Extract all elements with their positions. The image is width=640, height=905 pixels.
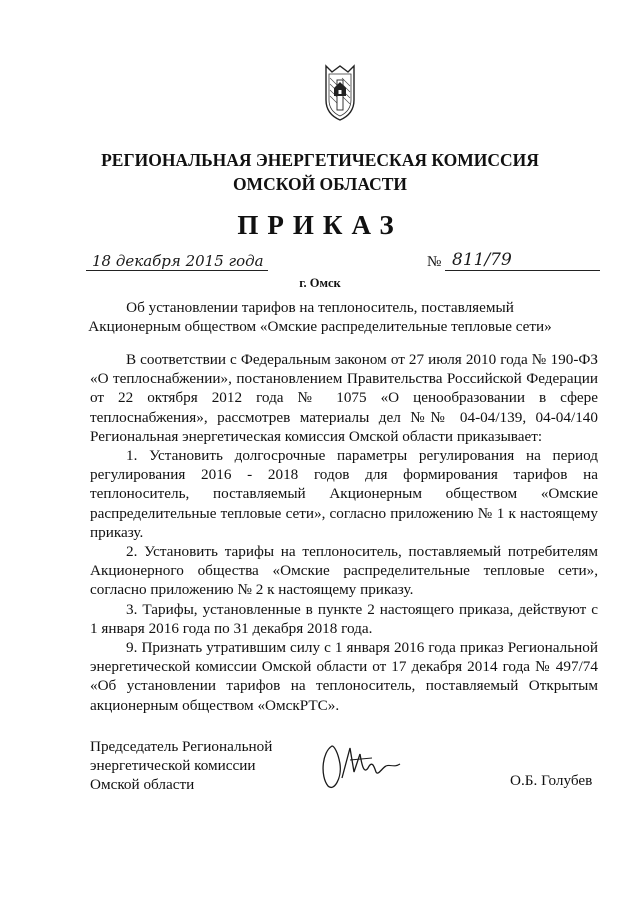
organization-name-line2: ОМСКОЙ ОБЛАСТИ <box>232 174 408 194</box>
coat-of-arms-icon <box>320 64 360 122</box>
document-type-title: ПРИКАЗ <box>237 210 403 240</box>
order-item-1: 1. Установить долгосрочные параметры регулирования на период регулирования 2016 - 2018 годов для формирования тарифов на теплоноситель, поставляемый Акционерным обществом «Омские распределительные тепловые сети», согласно приложению № 1 к настоящему приказу. <box>90 447 598 541</box>
number-underline <box>445 270 600 271</box>
city-label: г. Омск <box>299 276 341 290</box>
number-label: № <box>427 254 442 270</box>
subject-line2: Акционерным обществом «Омские распределительные тепловые сети» <box>88 318 552 335</box>
subject-line1: Об установлении тарифов на теплоноситель, поставляемый <box>126 299 514 316</box>
organization-name-line1: РЕГИОНАЛЬНАЯ ЭНЕРГЕТИЧЕСКАЯ КОМИССИЯ <box>101 150 539 170</box>
preamble-paragraph: В соответствии с Федеральным законом от 27 июля 2010 года № 190-ФЗ «О теплоснабжении», постановлением Правительства Российской Федерации от 22 октября 2012 года № 1075 «О ценообразовании в сфере теплоснабжения», рассмотрев материалы дел №№ 04-04/139, 04-04/140 Региональная энергетическая комиссия Омской области приказывает: <box>90 351 598 445</box>
handwritten-order-number: 811/79 <box>452 250 512 270</box>
order-item-2: 2. Установить тарифы на теплоноситель, поставляемый потребителям Акционерного общества «Омские распределительные тепловые сети», согласно приложению № 2 к настоящему приказу. <box>90 543 598 599</box>
order-body <box>90 350 598 715</box>
handwritten-signature <box>316 738 408 794</box>
signatory-title <box>90 737 272 794</box>
order-subject <box>60 298 580 336</box>
signatory-name: О.Б. Голубев <box>510 772 593 789</box>
order-item-3: 3. Тарифы, установленные в пункте 2 настоящего приказа, действуют с 1 января 2016 года по 31 декабря 2018 года. <box>90 600 598 637</box>
date-underline <box>86 270 268 271</box>
signatory-title-line2: энергетической комиссии <box>90 757 256 774</box>
order-item-9: 9. Признать утратившим силу с 1 января 2016 года приказ Региональной энергетической комиссии Омской области от 17 декабря 2014 года № 497/74 «Об установлении тарифов на теплоноситель, поставляемый Открытым акционерным обществом «ОмскРТС». <box>90 639 598 714</box>
handwritten-date: 18 декабря 2015 года <box>92 252 264 270</box>
signatory-title-line3: Омской области <box>90 776 195 793</box>
signatory-title-line1: Председатель Региональной <box>90 738 273 755</box>
